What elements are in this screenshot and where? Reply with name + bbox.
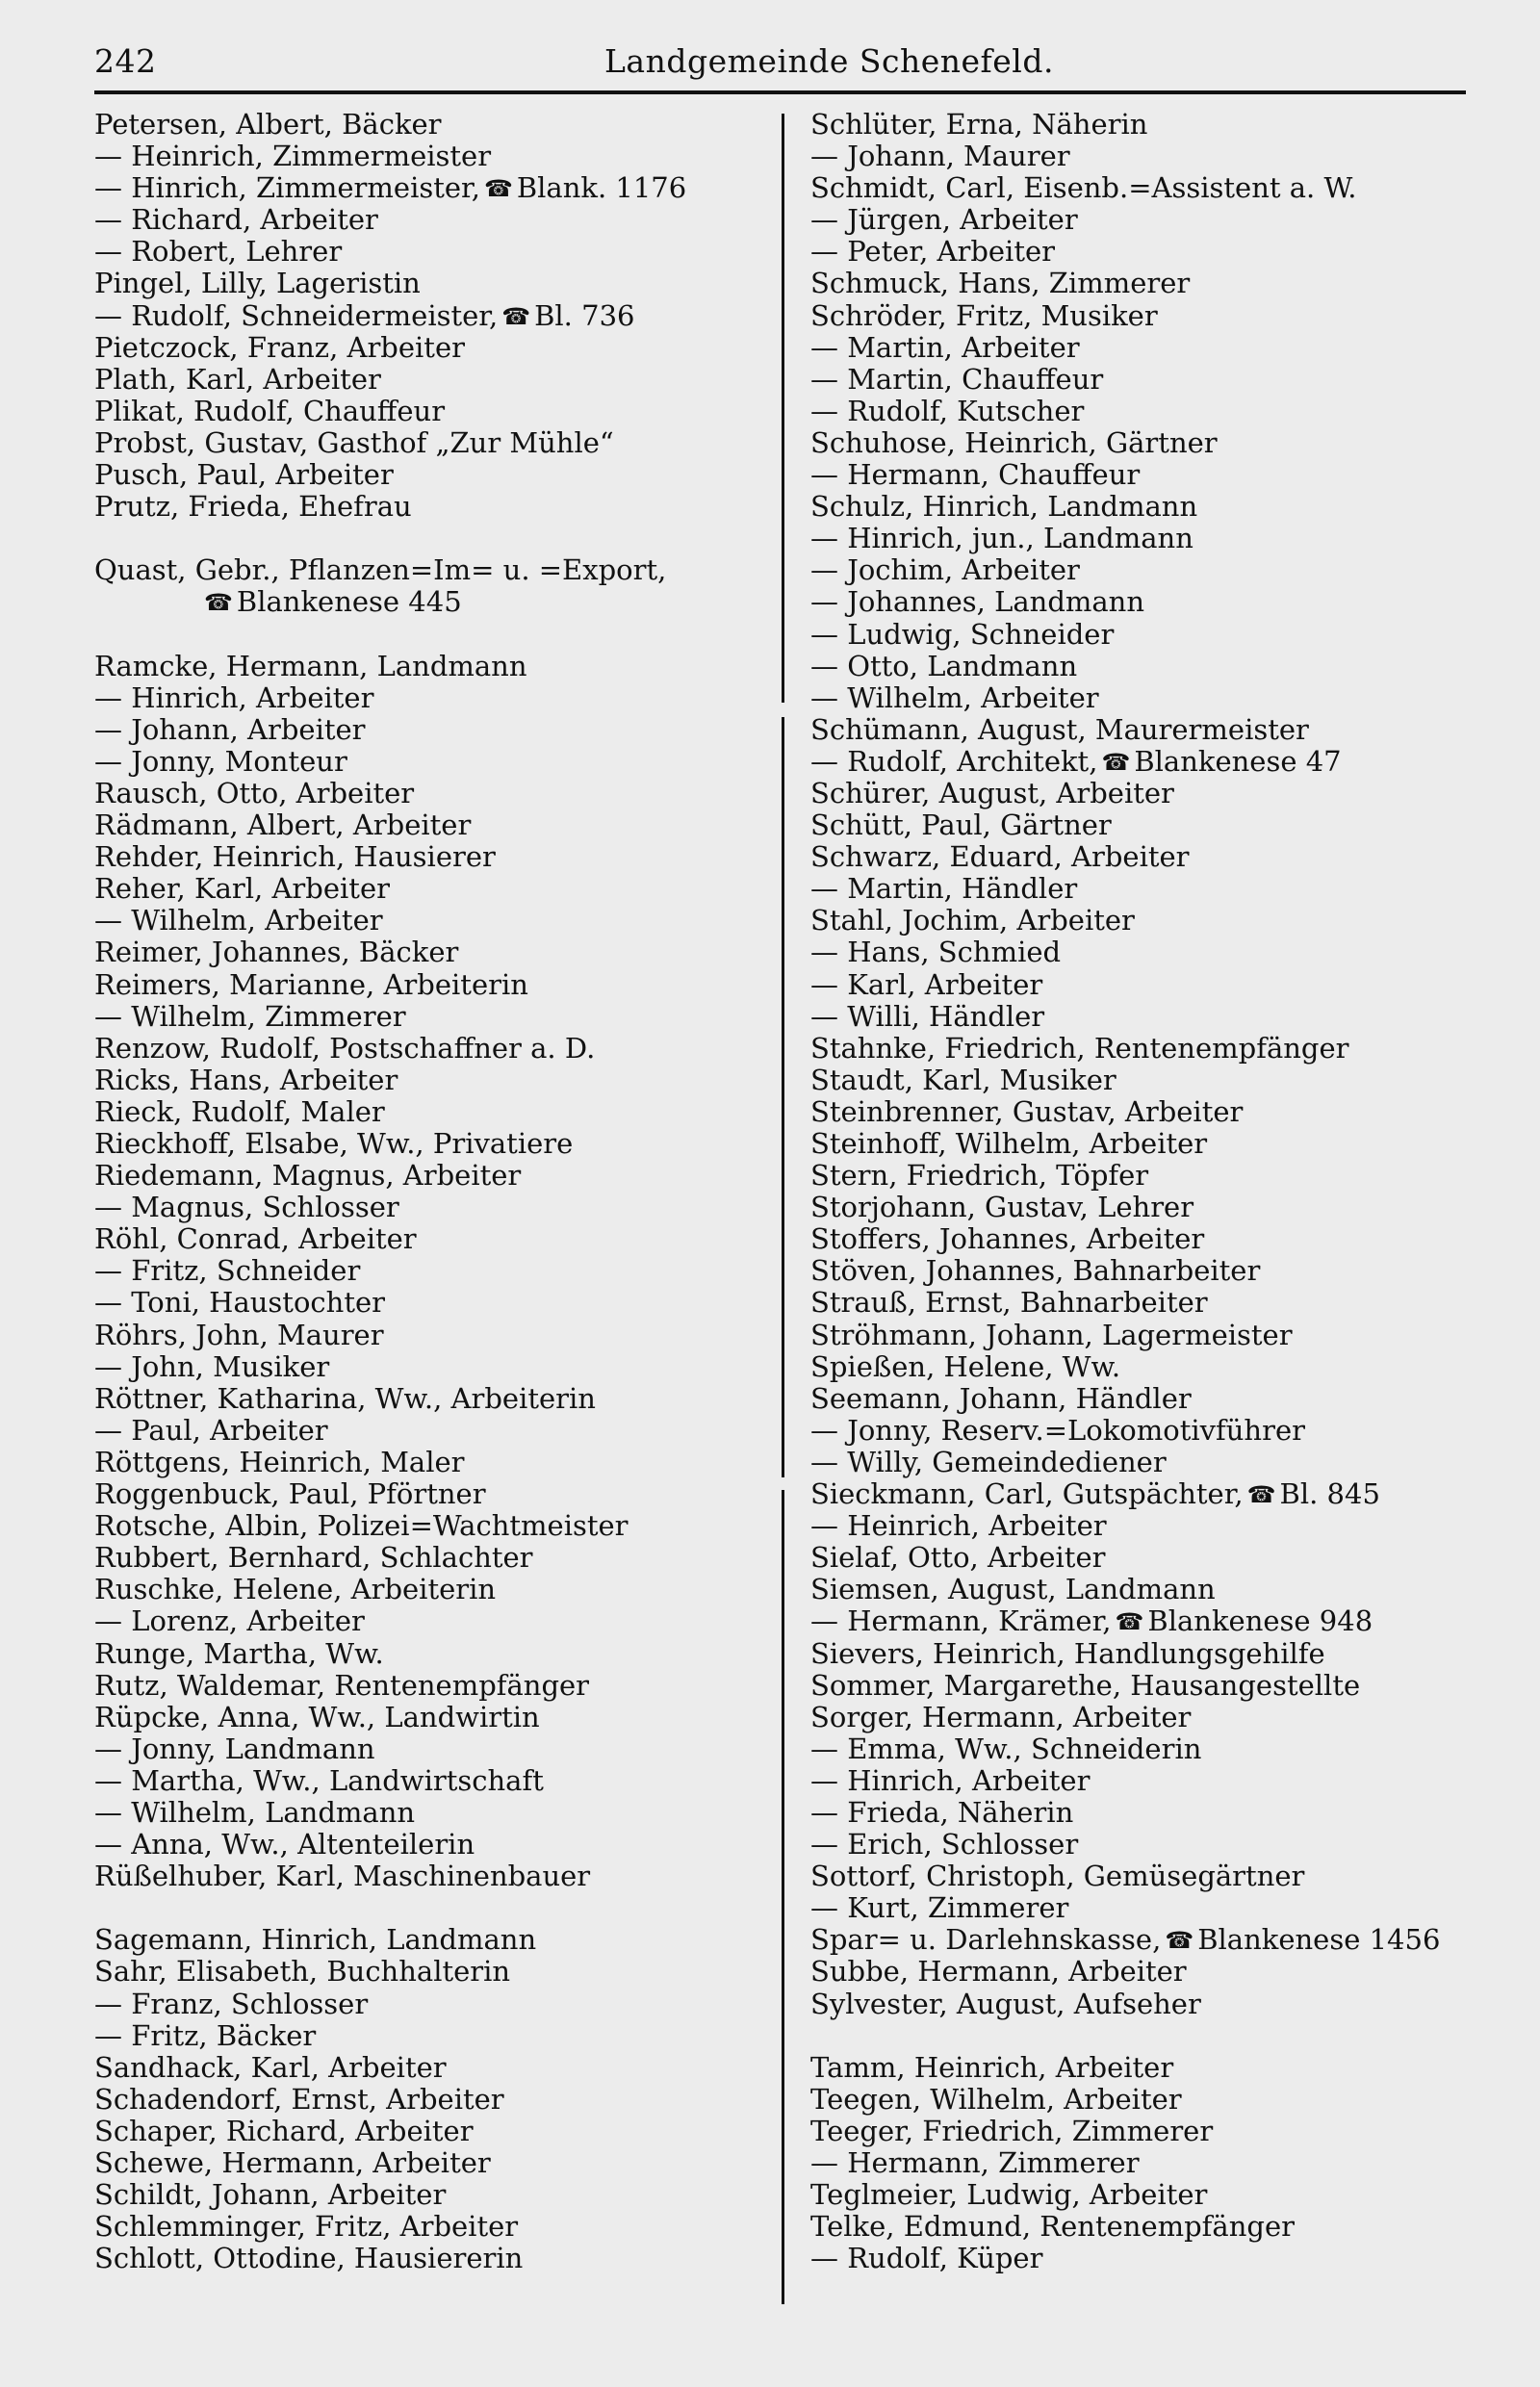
entry-text: Stoffers, Johannes, Arbeiter [810, 1222, 1205, 1256]
directory-entry [810, 1702, 1484, 1733]
entry-text: — Emma, Ww., Schneiderin [810, 1732, 1202, 1765]
directory-entry [810, 1255, 1484, 1287]
directory-entry [810, 2243, 1484, 2274]
entry-text: — Magnus, Schlosser [94, 1191, 399, 1224]
directory-entry [810, 1001, 1484, 1033]
entry-text: — Rudolf, Architekt, [810, 744, 1098, 778]
telephone-icon: ☎ [204, 589, 233, 617]
directory-entry [810, 141, 1484, 172]
entry-text: Sylvester, August, Aufseher [810, 1987, 1201, 2020]
directory-entry [94, 1192, 768, 1223]
directory-entry [810, 1924, 1484, 1956]
entry-text: — Heinrich, Zimmermeister [94, 140, 492, 173]
directory-entry [94, 1351, 768, 1383]
directory-entry [94, 1574, 768, 1605]
entry-text: Reimers, Marianne, Arbeiterin [94, 967, 528, 1001]
entry-phone: Blankenese 948 [1147, 1604, 1373, 1638]
entry-text: — Wilhelm, Arbeiter [94, 904, 383, 937]
directory-entry [94, 2116, 768, 2147]
entry-text: — Toni, Haustochter [94, 1286, 386, 1320]
directory-entry [810, 1574, 1484, 1605]
directory-entry [94, 1287, 768, 1319]
directory-entry [94, 586, 768, 618]
directory-entry [810, 1670, 1484, 1702]
directory-entry [94, 1065, 768, 1096]
entry-text: — Lorenz, Arbeiter [94, 1604, 365, 1638]
page-title: Landgemeinde Schenefeld. [604, 42, 1054, 80]
directory-entry [810, 1638, 1484, 1670]
directory-entry [810, 554, 1484, 586]
directory-entry [94, 204, 768, 236]
entry-text: — Jonny, Landmann [94, 1732, 375, 1765]
directory-entry [94, 778, 768, 809]
directory-entry [94, 1383, 768, 1415]
directory-entry [810, 236, 1484, 268]
directory-entry [810, 937, 1484, 968]
entry-text: Schewe, Hermann, Arbeiter [94, 2146, 491, 2179]
directory-entry [810, 1415, 1484, 1447]
entry-text: Spießen, Helene, Ww. [810, 1349, 1121, 1383]
entry-text: — Kurt, Zimmerer [810, 1891, 1069, 1925]
entry-text: Schlemminger, Fritz, Arbeiter [94, 2210, 519, 2244]
entry-text: Stöven, Johannes, Bahnarbeiter [810, 1254, 1261, 1288]
directory-entry [94, 1797, 768, 1829]
entry-text: — Frieda, Näherin [810, 1795, 1074, 1829]
entry-text: — Wilhelm, Landmann [94, 1795, 416, 1829]
entry-text: Roggenbuck, Paul, Pförtner [94, 1477, 486, 1511]
directory-entry [810, 1033, 1484, 1065]
section-gap [94, 1892, 768, 1924]
entry-text: Spar= u. Darlehnskasse, [810, 1923, 1162, 1957]
entry-text: Schürer, August, Arbeiter [810, 776, 1174, 809]
directory-entry [94, 236, 768, 268]
entry-text: Plath, Karl, Arbeiter [94, 362, 381, 396]
entry-text: — Willy, Gemeindediener [810, 1445, 1167, 1478]
section-gap [810, 2020, 1484, 2052]
entry-text: — Hinrich, Arbeiter [810, 1763, 1091, 1797]
entry-text: Storjohann, Gustav, Lehrer [810, 1191, 1194, 1224]
entry-text: Sommer, Margarethe, Hausangestellte [810, 1668, 1361, 1702]
directory-entry [94, 2084, 768, 2116]
directory-entry [810, 459, 1484, 491]
directory-entry [810, 2179, 1484, 2211]
directory-entry [94, 332, 768, 364]
entry-text: — Wilhelm, Zimmerer [94, 999, 406, 1033]
directory-entry [94, 1924, 768, 1956]
entry-text: Renzow, Rudolf, Postschaffner a. D. [94, 1031, 596, 1065]
column-divider-middle [782, 717, 784, 1477]
directory-column-left [94, 109, 768, 2274]
directory-entry [94, 905, 768, 937]
entry-text: — Johann, Maurer [810, 140, 1070, 173]
entry-text: — Jochim, Arbeiter [810, 553, 1080, 587]
directory-entry [94, 459, 768, 491]
entry-text: — Richard, Arbeiter [94, 203, 378, 237]
entry-text: — Martin, Händler [810, 872, 1078, 906]
directory-entry [810, 841, 1484, 873]
directory-entry [94, 2020, 768, 2052]
directory-entry [94, 268, 768, 299]
entry-text: Riedemann, Magnus, Arbeiter [94, 1159, 522, 1193]
directory-entry [810, 905, 1484, 937]
directory-entry [810, 1478, 1484, 1510]
entry-text: Schmidt, Carl, Eisenb.=Assistent a. W. [810, 171, 1357, 205]
directory-entry [810, 586, 1484, 618]
entry-text: Schildt, Johann, Arbeiter [94, 2178, 447, 2212]
entry-text: Stern, Friedrich, Töpfer [810, 1159, 1149, 1193]
entry-text: Röttner, Katharina, Ww., Arbeiterin [94, 1381, 596, 1415]
directory-entry [810, 619, 1484, 651]
entry-text: — Hermann, Zimmerer [810, 2146, 1140, 2179]
entry-text: Tamm, Heinrich, Arbeiter [810, 2050, 1174, 2084]
directory-entry [94, 1989, 768, 2020]
directory-entry [94, 1096, 768, 1128]
directory-entry [810, 491, 1484, 523]
entry-text: Reimer, Johannes, Bäcker [94, 936, 459, 969]
telephone-icon: ☎ [483, 175, 513, 203]
entry-text: Schlüter, Erna, Näherin [810, 108, 1148, 141]
directory-entry [810, 2084, 1484, 2116]
entry-text: Schmuck, Hans, Zimmerer [810, 267, 1191, 300]
entry-text: Schütt, Paul, Gärtner [810, 808, 1112, 842]
directory-entry [810, 1096, 1484, 1128]
directory-entry [94, 427, 768, 459]
directory-entry [94, 809, 768, 841]
telephone-icon: ☎ [501, 302, 531, 330]
directory-entry [94, 873, 768, 905]
entry-text: Staudt, Karl, Musiker [810, 1063, 1116, 1096]
directory-entry [94, 491, 768, 523]
directory-entry [810, 1989, 1484, 2020]
directory-entry [810, 1861, 1484, 1892]
directory-entry [94, 1478, 768, 1510]
directory-entry [94, 172, 768, 204]
entry-text: Rehder, Heinrich, Hausierer [94, 840, 496, 874]
directory-entry [810, 969, 1484, 1001]
entry-text: Sahr, Elisabeth, Buchhalterin [94, 1955, 511, 1989]
entry-text: — Peter, Arbeiter [810, 235, 1056, 269]
column-divider-bottom [782, 1490, 784, 2304]
entry-text: Sorger, Hermann, Arbeiter [810, 1700, 1192, 1733]
entry-text: Rausch, Otto, Arbeiter [94, 776, 415, 809]
directory-entry [94, 714, 768, 746]
directory-entry [810, 268, 1484, 299]
directory-entry [94, 1510, 768, 1542]
telephone-icon: ☎ [1165, 1927, 1194, 1955]
directory-entry [810, 1320, 1484, 1351]
directory-entry [810, 778, 1484, 809]
directory-entry [94, 300, 768, 332]
telephone-icon: ☎ [1101, 748, 1131, 776]
entry-text: Röhrs, John, Maurer [94, 1318, 384, 1351]
entry-text: Sieckmann, Carl, Gutspächter, [810, 1477, 1244, 1511]
entry-text: Siemsen, August, Landmann [810, 1573, 1216, 1606]
directory-entry [810, 1192, 1484, 1223]
directory-column-right [810, 109, 1484, 2274]
entry-text: Ramcke, Hermann, Landmann [94, 649, 527, 682]
entry-text: — Anna, Ww., Altenteilerin [94, 1828, 475, 1861]
directory-entry [810, 1542, 1484, 1574]
entry-text: Teegen, Wilhelm, Arbeiter [810, 2082, 1182, 2116]
directory-entry [810, 873, 1484, 905]
directory-entry [810, 364, 1484, 396]
entry-text: Rotsche, Albin, Polizei=Wachtmeister [94, 1509, 629, 1543]
entry-text: — Otto, Landmann [810, 649, 1078, 682]
entry-text: Schuhose, Heinrich, Gärtner [810, 425, 1218, 459]
directory-entry [94, 841, 768, 873]
entry-text: Probst, Gustav, Gasthof „Zur Mühle“ [94, 425, 614, 459]
entry-text: Pusch, Paul, Arbeiter [94, 458, 394, 492]
entry-phone: Blankenese 47 [1134, 744, 1342, 778]
directory-entry [810, 1351, 1484, 1383]
entry-text: — Ludwig, Schneider [810, 617, 1115, 651]
entry-text: Schwarz, Eduard, Arbeiter [810, 840, 1190, 874]
entry-text: Sievers, Heinrich, Handlungsgehilfe [810, 1636, 1325, 1670]
directory-entry [810, 1829, 1484, 1861]
directory-entry [94, 1605, 768, 1637]
directory-entry [810, 523, 1484, 554]
entry-text: Petersen, Albert, Bäcker [94, 108, 442, 141]
entry-text: Teglmeier, Ludwig, Arbeiter [810, 2178, 1208, 2212]
directory-entry [94, 1033, 768, 1065]
directory-entry [810, 746, 1484, 778]
directory-entry [94, 1765, 768, 1797]
entry-text: — Rudolf, Schneidermeister, [94, 298, 499, 332]
entry-text: — Jürgen, Arbeiter [810, 203, 1078, 237]
directory-entry [94, 1670, 768, 1702]
directory-entry [810, 1605, 1484, 1637]
entry-text: — Martin, Chauffeur [810, 362, 1104, 396]
entry-text: Sandhack, Karl, Arbeiter [94, 2050, 447, 2084]
entry-text: Rubbert, Bernhard, Schlachter [94, 1541, 533, 1575]
directory-entry [810, 2147, 1484, 2179]
entry-text: Schlott, Ottodine, Hausiererin [94, 2242, 524, 2275]
entry-text: — Jonny, Reserv.=Lokomotivführer [810, 1413, 1305, 1447]
entry-text: Schaper, Richard, Arbeiter [94, 2114, 474, 2147]
entry-text: Pietczock, Franz, Arbeiter [94, 330, 465, 364]
entry-phone: Blankenese 1456 [1197, 1923, 1441, 1957]
entry-text: Ruschke, Helene, Arbeiterin [94, 1573, 497, 1606]
directory-entry [94, 969, 768, 1001]
entry-text: — Fritz, Bäcker [94, 2018, 317, 2052]
entry-phone: Blankenese 445 [236, 585, 462, 619]
entry-text: — Karl, Arbeiter [810, 967, 1043, 1001]
directory-entry [94, 141, 768, 172]
directory-entry [94, 109, 768, 141]
directory-entry [810, 1160, 1484, 1192]
directory-entry [810, 300, 1484, 332]
entry-text: Subbe, Hermann, Arbeiter [810, 1955, 1187, 1989]
directory-entry [810, 1447, 1484, 1478]
entry-text: — Johann, Arbeiter [94, 712, 366, 746]
directory-entry [94, 1255, 768, 1287]
entry-text: Sielaf, Otto, Arbeiter [810, 1541, 1106, 1575]
directory-entry [810, 809, 1484, 841]
directory-entry [94, 1223, 768, 1255]
directory-entry [810, 172, 1484, 204]
header-rule [94, 90, 1466, 94]
directory-entry [94, 1320, 768, 1351]
directory-entry [810, 1383, 1484, 1415]
directory-entry [810, 204, 1484, 236]
entry-text: Rutz, Waldemar, Rentenempfänger [94, 1668, 590, 1702]
entry-text: — Erich, Schlosser [810, 1828, 1079, 1861]
entry-text: — Willi, Händler [810, 999, 1045, 1033]
directory-entry [94, 2147, 768, 2179]
entry-text: — Heinrich, Arbeiter [810, 1509, 1107, 1543]
directory-entry [94, 1160, 768, 1192]
directory-entry [94, 937, 768, 968]
directory-entry [94, 364, 768, 396]
directory-entry [94, 1542, 768, 1574]
entry-text: — Rudolf, Kutscher [810, 394, 1085, 427]
directory-entry [810, 2211, 1484, 2243]
entry-text: Schümann, August, Maurermeister [810, 712, 1309, 746]
directory-entry [810, 2052, 1484, 2084]
directory-entry [94, 396, 768, 427]
directory-entry [94, 2243, 768, 2274]
entry-text: Röhl, Conrad, Arbeiter [94, 1222, 417, 1256]
directory-entry [810, 396, 1484, 427]
page-header [94, 42, 1461, 90]
entry-phone: Bl. 736 [534, 298, 635, 332]
entry-text: Sagemann, Hinrich, Landmann [94, 1923, 537, 1957]
directory-entry [94, 2179, 768, 2211]
directory-entry [94, 651, 768, 682]
telephone-icon: ☎ [1115, 1608, 1144, 1636]
directory-entry [94, 2211, 768, 2243]
directory-entry [810, 1287, 1484, 1319]
entry-text: — Rudolf, Küper [810, 2242, 1043, 2275]
directory-entry [810, 2116, 1484, 2147]
entry-text: Stahl, Jochim, Arbeiter [810, 904, 1135, 937]
entry-text: — Hermann, Krämer, [810, 1604, 1112, 1638]
column-divider-top [782, 114, 784, 703]
entry-text: — Hermann, Chauffeur [810, 458, 1141, 492]
directory-entry [94, 1956, 768, 1988]
entry-text: Plikat, Rudolf, Chauffeur [94, 394, 446, 427]
directory-entry [94, 1638, 768, 1670]
entry-text: Seemann, Johann, Händler [810, 1381, 1192, 1415]
directory-entry [94, 1447, 768, 1478]
entry-text: Steinhoff, Wilhelm, Arbeiter [810, 1127, 1208, 1160]
directory-entry [810, 109, 1484, 141]
entry-text: Rüßelhuber, Karl, Maschinenbauer [94, 1860, 591, 1893]
entry-phone: Bl. 845 [1279, 1477, 1380, 1511]
directory-entry [94, 682, 768, 714]
directory-entry [94, 1128, 768, 1160]
entry-text: Telke, Edmund, Rentenempfänger [810, 2210, 1295, 2244]
directory-entry [810, 1797, 1484, 1829]
entry-text: — Fritz, Schneider [94, 1254, 361, 1288]
entry-text: Rüpcke, Anna, Ww., Landwirtin [94, 1700, 540, 1733]
entry-text: — Johannes, Landmann [810, 585, 1145, 619]
entry-text: Rieckhoff, Elsabe, Ww., Privatiere [94, 1127, 574, 1160]
directory-entry [810, 1765, 1484, 1797]
entry-text: — Hinrich, jun., Landmann [810, 522, 1194, 555]
entry-text: Ricks, Hans, Arbeiter [94, 1063, 398, 1096]
directory-entry [810, 651, 1484, 682]
directory-entry [810, 1128, 1484, 1160]
entry-text: Rieck, Rudolf, Maler [94, 1094, 385, 1128]
directory-entry [94, 2052, 768, 2084]
entry-text: Quast, Gebr., Pflanzen=Im= u. =Export, [94, 553, 667, 587]
entry-text: Teeger, Friedrich, Zimmerer [810, 2114, 1214, 2147]
entry-text: Pingel, Lilly, Lageristin [94, 267, 421, 300]
entry-text: — Jonny, Monteur [94, 744, 347, 778]
entry-text: — John, Musiker [94, 1349, 330, 1383]
telephone-icon: ☎ [1246, 1481, 1276, 1509]
entry-phone: Blank. 1176 [516, 171, 687, 205]
entry-text: — Martin, Arbeiter [810, 330, 1080, 364]
directory-entry [810, 1510, 1484, 1542]
directory-entry [94, 1861, 768, 1892]
entry-text: Schröder, Fritz, Musiker [810, 298, 1158, 332]
directory-entry [94, 1702, 768, 1733]
directory-entry [810, 332, 1484, 364]
directory-entry [810, 1733, 1484, 1765]
entry-text: — Hinrich, Zimmermeister, [94, 171, 480, 205]
entry-text: — Franz, Schlosser [94, 1987, 369, 2020]
section-gap [94, 619, 768, 651]
entry-text: — Hans, Schmied [810, 936, 1062, 969]
entry-text: Stahnke, Friedrich, Rentenempfänger [810, 1031, 1349, 1065]
entry-text: Prutz, Frieda, Ehefrau [94, 490, 412, 524]
directory-entry [94, 1829, 768, 1861]
entry-text: — Hinrich, Arbeiter [94, 680, 374, 714]
page-number: 242 [94, 42, 157, 80]
directory-entry [810, 427, 1484, 459]
entry-text: Strauß, Ernst, Bahnarbeiter [810, 1286, 1208, 1320]
directory-entry [810, 682, 1484, 714]
directory-entry [94, 1001, 768, 1033]
entry-text: Schadendorf, Ernst, Arbeiter [94, 2082, 504, 2116]
entry-text: Steinbrenner, Gustav, Arbeiter [810, 1094, 1244, 1128]
entry-text: Röttgens, Heinrich, Maler [94, 1445, 465, 1478]
entry-text: Rädmann, Albert, Arbeiter [94, 808, 472, 842]
entry-text: — Robert, Lehrer [94, 235, 343, 269]
entry-text: — Wilhelm, Arbeiter [810, 680, 1099, 714]
directory-entry [94, 746, 768, 778]
entry-text: Reher, Karl, Arbeiter [94, 872, 390, 906]
directory-entry [94, 554, 768, 586]
entry-text: Sottorf, Christoph, Gemüsegärtner [810, 1860, 1305, 1893]
entry-text: — Paul, Arbeiter [94, 1413, 328, 1447]
entry-text: — Martha, Ww., Landwirtschaft [94, 1763, 544, 1797]
entry-text: Schulz, Hinrich, Landmann [810, 490, 1198, 524]
directory-entry [810, 1892, 1484, 1924]
directory-entry [810, 1223, 1484, 1255]
directory-entry [810, 1065, 1484, 1096]
directory-entry [94, 1415, 768, 1447]
directory-entry [810, 714, 1484, 746]
directory-entry [94, 1733, 768, 1765]
entry-text: Runge, Martha, Ww. [94, 1636, 384, 1670]
entry-text: Ströhmann, Johann, Lagermeister [810, 1318, 1293, 1351]
directory-entry [810, 1956, 1484, 1988]
section-gap [94, 523, 768, 554]
